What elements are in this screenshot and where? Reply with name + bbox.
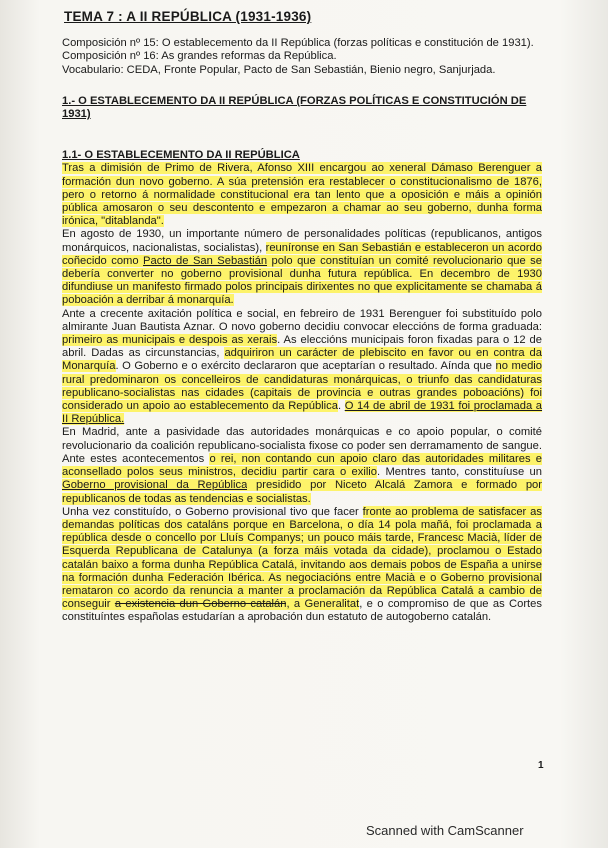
- paragraph-5: Unha vez constituído, o Goberno provisional tivo que facer fronte ao problema de satisfacer as demandas políticas dos cataláns porque en Barcelona, o día 14 pola mañá, foi proclamada a república desde o concello por Lluís Companys; un pouco máis tarde, Francesc Macià, líder de Esquerda Republicana de Catalunya (a forza máis votada da cidade), proclamou o Estado catalán baixo a forma dunha República Catalá, invitando aos demais pobos de España a unirse na formación dunha Federación Ibérica. As negociacións entre Macià e o Goberno provisional remataron co acordo da renuncia a manter a proclamación da República Catalá a cambio de conseguir a existencia dun Goberno catalán, a Generalitat, e o compromiso de que as Cortes constituíntes españolas estudarían a aprobación dun estatuto de autogoberno catalán.: [62, 505, 543, 624]
- highlight: , a Generalitat: [286, 598, 360, 611]
- intro-line: Composición nº 15: O establecemento da II República (forzas políticas e constitución de 1931).: [62, 37, 534, 50]
- highlight: Tras a dimisión de Primo de Rivera, Afonso XIII encargou ao xeneral Dámaso Berenguer a formación dun novo goberno. A súa pretensión era restablecer o constitucionalismo de 1876, pero o retorno á normalidade constitucional era tan lento que a oposición e máis a opinión pública amosaron o seu descontento e empezaron a chamar ao seu goberno, dunha forma irónica, "ditablanda".: [62, 162, 542, 228]
- paragraph-3: Ante a crecente axitación política e social, en febreiro de 1931 Berenguer foi substituído polo almirante Juan Bautista Aznar. O novo goberno decidiu convocar eleccións de forma graduada: primeiro as municipais e despois as xerais. As eleccións municipais foron fixadas para o 12 de abril. Dadas as circunstancias, adquiriron un carácter de plebiscito en favor ou en contra da Monarquía. O Goberno e o exército declararon que aceptarían o resultado. Aínda que no medio rural predominaron os concelleiros de candidaturas monárquicas, o triunfo das candidaturas republicano-socialistas nas cidades (capitais de provincia e outras grandes poboacións) foi considerado un apoio ao establecemento da República. O 14 de abril de 1931 foi proclamada a II República.: [62, 307, 543, 426]
- sub-heading: 1.1- O ESTABLECEMENTO DA II REPÚBLICA: [62, 149, 300, 162]
- intro-block: [62, 37, 542, 77]
- highlight: o rei, non contando cun apoio claro das autoridades militares e aconsellado polos seus ministros, decidiu partir cara o exilio: [62, 452, 542, 479]
- highlight: presidido por Niceto Alcalá Zamora e formado por republicanos de todas as tendencias e socialistas.: [62, 479, 542, 505]
- section-heading: 1.- O ESTABLECEMENTO DA II REPÚBLICA (FORZAS POLÍTICAS E CONSTITUCIÓN DE 1931): [62, 94, 527, 121]
- document-body: [62, 10, 542, 625]
- highlight: polo que constituían un comité revolucionario que se debería converter no goberno provisional dunha futura república. En decembro de 1930 difundiuse un manifesto firmado polos principais dirixentes no que explicitamente se chamaba á poboación a derribar á monarquía.: [62, 254, 542, 307]
- page-number: 1: [538, 760, 544, 771]
- highlight: no medio rural predominaron os concelleiros de candidaturas monárquicas, o triunfo das candidaturas republicano-socialistas nas cidades (capitais de provincia e outras grandes poboacións) foi considerado un apoio ao establecemento da República: [62, 360, 543, 413]
- highlight: fronte ao problema de satisfacer as demandas políticas dos cataláns porque en Barcelona, o día 14 pola mañá, foi proclamada a república desde o concello por Lluís Companys; un pouco máis tarde, Francesc Macià, líder de Esquerda Republicana de Catalunya (a forza máis votada da cidade), proclamou o Estado catalán baixo a forma dunha República Catalá, invitando aos demais pobos de España a unirse na formación dunha Federación Ibérica. As negociacións entre Macià e o Goberno provisional remataron co acordo da renuncia a manter a proclamación da República Catalá a cambio de conseguir: [62, 505, 543, 611]
- highlight: adquiriron un carácter de plebiscito en favor ou en contra da Monarquía: [62, 347, 542, 373]
- highlight: primeiro as municipais e despois as xerais: [62, 334, 278, 347]
- intro-line: Vocabulario: CEDA, Fronte Popular, Pacto de San Sebastián, Bienio negro, Sanjurjada.: [62, 63, 496, 76]
- paragraph-1: [62, 162, 542, 228]
- highlight-underline: O 14 de abril de 1931 foi proclamada a II República.: [62, 400, 543, 426]
- highlight-strikethrough: a existencia dun Goberno catalán: [114, 598, 287, 611]
- scanner-watermark: Scanned with CamScanner: [366, 823, 524, 838]
- paragraph-2: En agosto de 1930, un importante número de personalidades políticas (republicanos, antigos monárquicos, nacionalistas, socialistas), reuníronse en San Sebastián e estableceron un acordo coñecido como Pacto de San Sebastián polo que constituían un comité revolucionario que se debería converter no goberno provisional dunha futura república. En decembro de 1930 difundiuse un manifesto firmado polos principais dirixentes no que explicitamente se chamaba á poboación a derribar á monarquía.: [62, 228, 542, 307]
- intro-line: Composición nº 16: As grandes reformas da República.: [62, 50, 337, 63]
- page-title: TEMA 7 : A II REPÚBLICA (1931-1936): [64, 9, 312, 24]
- paragraph-4: En Madrid, ante a pasividade das autoridades monárquicas e co apoio popular, o comité revolucionario da coalición republicano-socialista fixose co poder sen derramamento de sangue. Ante estes acontecementos o rei, non contando cun apoio claro das autoridades militares e aconsellado polos seus ministros, decidiu partir cara o exilio. Mentres tanto, constituíuse un Goberno provisional da República presidido por Niceto Alcalá Zamora e formado por republicanos de todas as tendencias e socialistas.: [62, 426, 542, 505]
- highlight-underline: Pacto de San Sebastián: [143, 254, 268, 267]
- highlight: reuníronse en San Sebastián e estableceron un acordo coñecido como: [62, 241, 542, 267]
- highlight-underline: Goberno provisional da República: [62, 479, 248, 492]
